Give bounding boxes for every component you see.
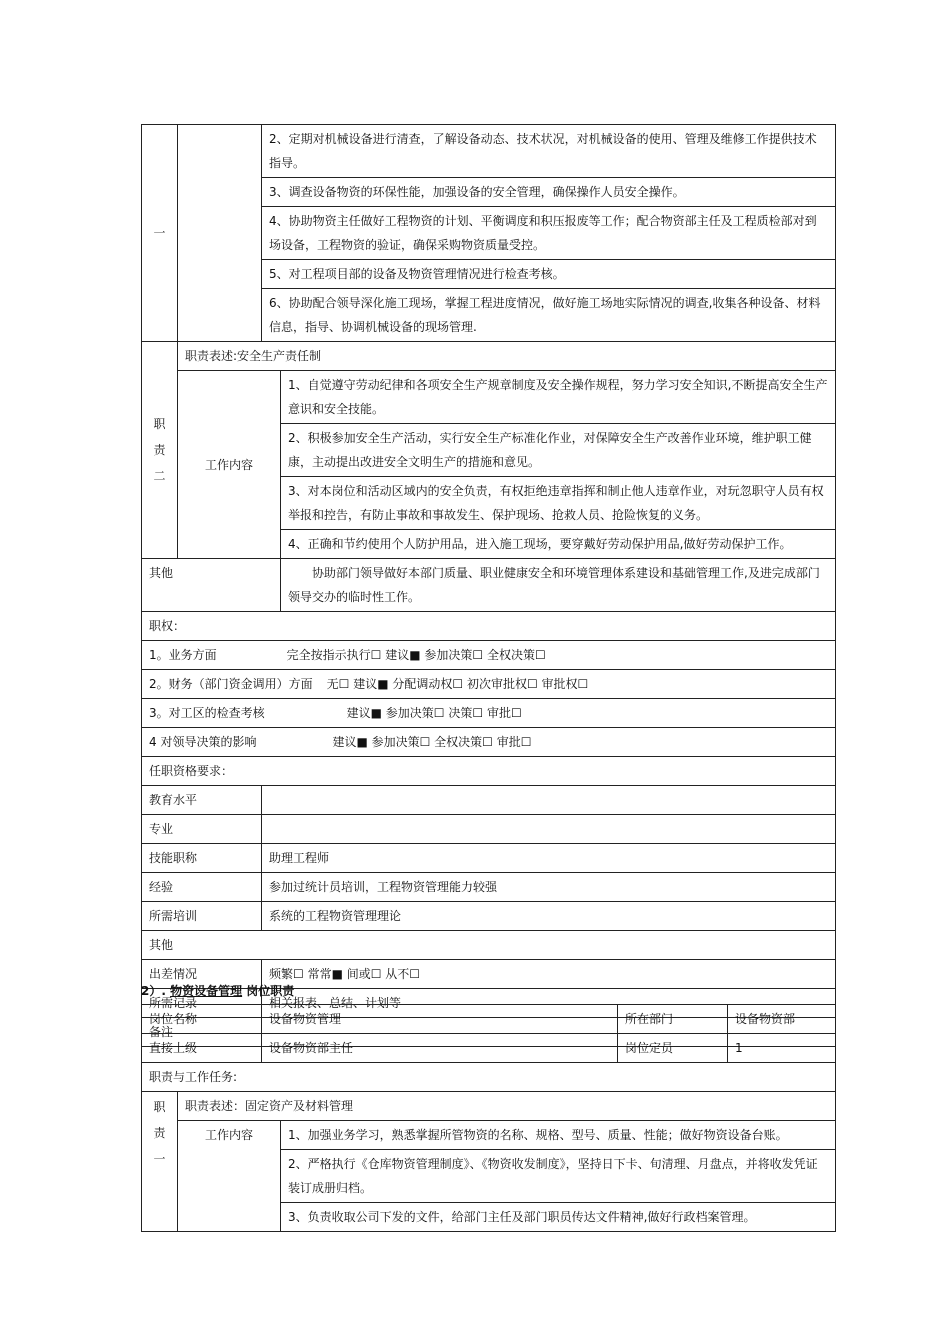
authority-label: 3。对工区的检查考核 [149,706,265,720]
table-row [142,1063,836,1092]
table-row [142,612,836,641]
authority-options: 完全按指示执行☐ 建议■ 参加决策☐ 全权决策☐ [286,648,546,662]
qualification-value: 参加过统计员培训，工程物资管理能力较强 [262,873,836,902]
table-row [142,728,836,757]
authority-options: 无☐ 建议■ 分配调动权☐ 初次审批权☐ 审批权☐ [326,677,589,691]
qualification-label: 教育水平 [142,786,262,815]
duty-item: 6、协助配合领导深化施工现场，掌握工程进度情况，做好施工场地实际情况的调查,收集各种设备、材料信息，指导、协调机械设备的现场管理. [262,289,836,342]
authority-title: 职权： [142,612,836,641]
section-heading-prefix: 2）. [141,984,171,998]
table-row [142,931,836,960]
duty-1-label-char: 职 [153,1100,166,1114]
section-heading-title: 物资设备管理 [170,984,243,998]
table-row [142,1092,836,1121]
table-row [142,1121,836,1150]
other-text: 协助部门领导做好本部门质量、职业健康安全和环境管理体系建设和基础管理工作,及进完成部门领导交办的临时性工作。 [281,559,836,612]
table-row [142,125,836,178]
records-label: 所需记录 [142,989,262,1018]
table-row [142,815,836,844]
authority-row [142,670,836,699]
duty-item: 3、对本岗位和活动区域内的安全负责，有权拒绝违章指挥和制止他人违章作业，对玩忽职守人员有权举报和控告，有防止事故和事故发生、保护现场、抢救人员、抢险恢复的义务。 [281,477,836,530]
qualification-value: 系统的工程物资管理理论 [262,902,836,931]
table-row [142,873,836,902]
headcount-label: 岗位定员 [618,1034,728,1063]
section-2-description: 职责表述:安全生产责任制 [178,342,836,371]
headcount-value: 1 [728,1034,836,1063]
section-2-label-char: 二 [153,469,166,483]
duty-item: 3、负责收取公司下发的文件，给部门主任及部门职员传达文件精神,做好行政档案管理。 [281,1203,836,1232]
duty-1-label [142,1092,178,1232]
other-2-label: 其他 [142,931,836,960]
authority-label: 1。业务方面 [149,648,217,662]
responsibilities-table [141,124,836,1047]
table-row [142,757,836,786]
superior-value: 设备物资部主任 [262,1034,618,1063]
position-name-value: 设备物资管理 [262,1005,618,1034]
work-content-label: 工作内容 [178,1121,281,1232]
authority-label: 4 对领导决策的影响 [149,735,257,749]
duty-item: 4、协助物资主任做好工程物资的计划、平衡调度和积压报废等工作；配合物资部主任及工程质检部对到场设备，工程物资的验证，确保采购物资质量受控。 [262,207,836,260]
duties-title: 职责与工作任务: [142,1063,836,1092]
table-row [142,902,836,931]
qualification-label: 经验 [142,873,262,902]
table-row [142,670,836,699]
table-row [142,342,836,371]
section-2-label-char: 责 [153,443,166,457]
travel-label: 出差情况 [142,960,262,989]
qualification-value [262,815,836,844]
duty-item: 1、自觉遵守劳动纪律和各项安全生产规章制度及安全操作规程，努力学习安全知识,不断提高安全生产意识和安全技能。 [281,371,836,424]
position-table [141,1004,836,1232]
job-description-table-2 [141,1004,835,1232]
superior-label: 直接上级 [142,1034,262,1063]
authority-row [142,728,836,757]
qualification-title: 任职资格要求： [142,757,836,786]
duty-1-description: 职责表述：固定资产及材料管理 [178,1092,836,1121]
table-row [142,641,836,670]
qualification-value: 助理工程师 [262,844,836,873]
table-row [142,371,836,424]
work-content-label: 工作内容 [178,371,281,559]
duty-1-label-char: 责 [153,1126,166,1140]
table-row [142,559,836,612]
section-1-label: 一 [142,125,178,342]
table-row [142,786,836,815]
qualification-label: 所需培训 [142,902,262,931]
qualification-label: 专业 [142,815,262,844]
section-2-label-char: 职 [153,417,166,431]
section-1-blank [178,125,262,342]
table-row [142,844,836,873]
duty-item: 2、积极参加安全生产活动，实行安全生产标准化作业，对保障安全生产改善作业环境，维护职工健康，主动提出改进安全文明生产的措施和意见。 [281,424,836,477]
table-row [142,699,836,728]
authority-options: 建议■ 参加决策☐ 全权决策☐ 审批☐ [332,735,532,749]
section-heading [141,982,294,999]
department-label: 所在部门 [618,1005,728,1034]
position-name-label: 岗位名称 [142,1005,262,1034]
duty-item: 2、严格执行《仓库物资管理制度》、《物资收发制度》，坚持日下卡、旬清理、月盘点，并将收发凭证装订成册归档。 [281,1150,836,1203]
remarks-label: 备注 [142,1018,262,1047]
department-value: 设备物资部 [728,1005,836,1034]
travel-value: 频繁☐ 常常■ 间或☐ 从不☐ [262,960,836,989]
duty-item: 5、对工程项目部的设备及物资管理情况进行检查考核。 [262,260,836,289]
section-heading-suffix: 岗位职责 [242,984,295,998]
qualification-label: 技能职称 [142,844,262,873]
duty-item: 2、定期对机械设备进行清查，了解设备动态、技术状况，对机械设备的使用、管理及维修工作提供技术指导。 [262,125,836,178]
authority-label: 2。财务（部门资金调用）方面 [149,677,313,691]
duty-item: 1、加强业务学习，熟悉掌握所管物资的名称、规格、型号、质量、性能；做好物资设备台账。 [281,1121,836,1150]
duty-item: 3、调查设备物资的环保性能，加强设备的安全管理，确保操作人员安全操作。 [262,178,836,207]
duty-item: 4、正确和节约使用个人防护用品，进入施工现场，要穿戴好劳动保护用品,做好劳动保护工作。 [281,530,836,559]
other-label: 其他 [142,559,281,612]
table-row [142,1034,836,1063]
qualification-value [262,786,836,815]
authority-row [142,641,836,670]
job-description-table-1 [141,124,835,1047]
records-value: 相关报表、总结、计划等 [262,989,836,1018]
authority-options: 建议■ 参加决策☐ 决策☐ 审批☐ [346,706,522,720]
section-2-label [142,342,178,559]
authority-row [142,699,836,728]
table-row [142,1005,836,1034]
duty-1-label-char: 一 [153,1152,166,1166]
